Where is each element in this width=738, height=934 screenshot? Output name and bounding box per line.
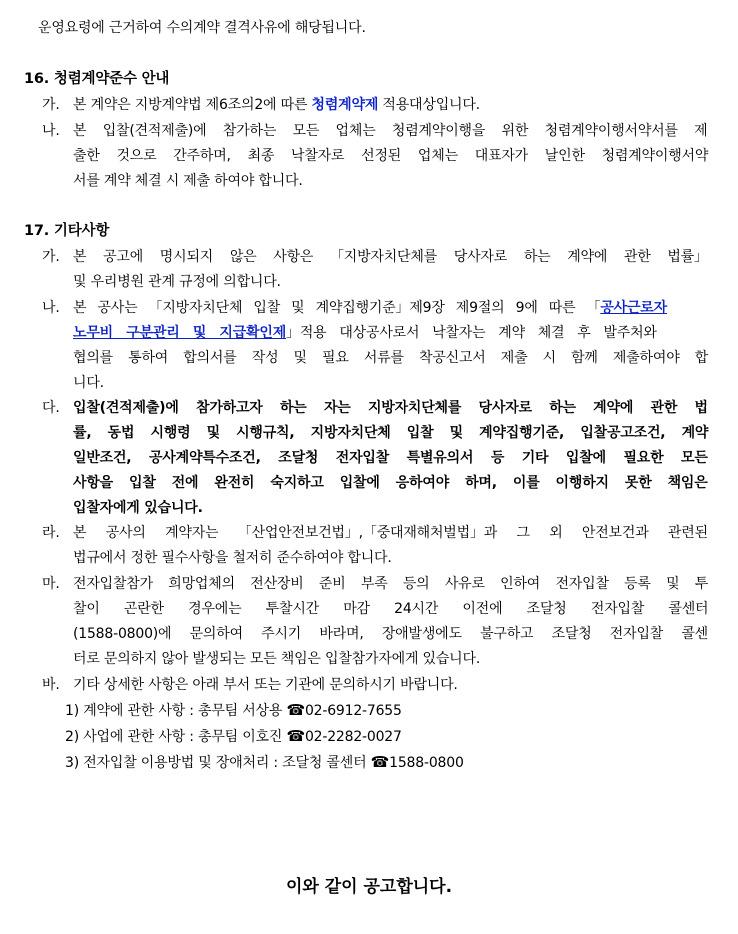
s17-ba-line-1: 기타 상세한 사항은 아래 부서 또는 기관에 문의하시기 바랍니다. (73, 677, 458, 693)
s17-na-line-4: 니다. (73, 375, 104, 391)
s17-na-line-3: 협의를 통하여 합의서를 작성 및 필요 서류를 착공신고서 제출 시 함께 제출하여야 합 (73, 350, 709, 366)
s17-na-l2-highlight: 노무비 구분관리 및 지급확인제 (73, 325, 287, 341)
s16-ga-text (73, 96, 480, 114)
s16-na-line-2: 출한 것으로 간주하며, 최종 낙찰자로 선정된 업체는 대표자가 날인한 청렴계약이행서약 (73, 148, 709, 164)
contact-row (65, 727, 402, 746)
s17-da-marker: 다. (42, 400, 60, 416)
s16-na-line-3: 서를 계약 체결 시 제출 하여야 합니다. (73, 173, 303, 189)
contact-phone: 02-6912-7655 (304, 703, 402, 719)
s16-ga-highlight: 청렴계약제 (311, 97, 379, 113)
s17-ma-line-4: 터로 문의하지 않아 발생되는 모든 책임은 입찰참가자에게 있습니다. (73, 651, 481, 667)
s17-na-l1-highlight: 공사근로자 (600, 300, 667, 316)
s17-na-line-1 (73, 299, 667, 317)
closing-statement: 이와 같이 공고합니다. (285, 877, 453, 897)
contact-row (65, 753, 464, 772)
s17-da-line-1: 입찰(견적제출)에 참가하고자 하는 자는 지방자치단체를 당사자로 하는 계약에 관한 법 (73, 400, 708, 416)
s16-na-line-1: 본 입찰(견적제출)에 참가하는 모든 업체는 청렴계약이행을 위한 청렴계약이행서약서를 제 (73, 123, 708, 139)
s17-ma-line-3: (1588-0800)에 문의하여 주시기 바라며, 장애발생에도 불구하고 조달청 전자입찰 콜센 (73, 626, 709, 642)
s17-da-line-2: 률, 동법 시행령 및 시행규칙, 지방자치단체 입찰 및 계약집행기준, 입찰공고조건, 계약 (73, 425, 709, 441)
s17-ga-line-1: 본 공고에 명시되지 않은 사항은 「지방자치단체를 당사자로 하는 계약에 관한 법률」 (73, 249, 708, 265)
s16-ga-post: 적용대상입니다. (378, 97, 480, 113)
s17-ma-line-2: 찰이 곤란한 경우에는 투찰시간 마감 24시간 이전에 조달청 전자입찰 콜센터 (73, 601, 709, 617)
s17-ma-marker: 마. (42, 576, 60, 592)
contact-label: 1) 계약에 관한 사항 : 총무팀 서상용 (65, 703, 287, 719)
s17-ga-marker: 가. (42, 249, 60, 265)
s17-da-line-5: 입찰자에게 있습니다. (73, 500, 203, 516)
s17-da-line-4: 사항을 입찰 전에 완전히 숙지하고 입찰에 응하여야 하며, 이를 이행하지 못한 책임은 (73, 475, 708, 491)
contact-label: 3) 전자입찰 이용방법 및 장애처리 : 조달청 콜센터 (65, 755, 371, 771)
contact-phone: 02-2282-0027 (304, 729, 402, 745)
s17-na-line-2 (73, 324, 657, 342)
s16-ga-marker: 가. (42, 97, 60, 113)
s17-na-l2-post: 」적용 대상공사로서 낙찰자는 계약 체결 후 발주처와 (286, 325, 657, 341)
intro-line: 운영요령에 근거하여 수의계약 결격사유에 해당됩니다. (38, 20, 366, 36)
phone-icon: ☎ (286, 727, 305, 745)
s17-ra-line-2: 법규에서 정한 필수사항을 철저히 준수하여야 합니다. (73, 550, 392, 566)
s17-ga-line-2: 및 우리병원 관계 규정에 의합니다. (73, 274, 281, 290)
s17-ra-marker: 라. (42, 525, 60, 541)
s17-ba-marker: 바. (42, 677, 60, 693)
phone-icon: ☎ (286, 701, 305, 719)
contact-phone: 1588-0800 (389, 755, 464, 771)
s17-na-marker: 나. (42, 300, 60, 316)
section-17-heading: 17. 기타사항 (24, 223, 110, 239)
s16-na-marker: 나. (42, 123, 60, 139)
s17-ra-line-1: 본 공사의 계약자는 「산업안전보건법」,「중대재해처벌법」과 그 외 안전보건과 관련된 (73, 525, 708, 541)
contact-label: 2) 사업에 관한 사항 : 총무팀 이호진 (65, 729, 287, 745)
s16-ga-pre: 본 계약은 지방계약법 제6조의2에 따른 (73, 97, 312, 113)
section-16-heading: 16. 청렴계약준수 안내 (24, 71, 170, 87)
contact-row (65, 701, 402, 720)
phone-icon: ☎ (370, 753, 390, 771)
s17-ma-line-1: 전자입찰참가 희망업체의 전산장비 준비 부족 등의 사유로 인하여 전자입찰 등록 및 투 (73, 576, 709, 592)
s17-na-l1-pre: 본 공사는 「지방자치단체 입찰 및 계약집행기준」제9장 제9절의 9에 따른 「 (73, 300, 601, 316)
s17-da-line-3: 일반조건, 공사계약특수조건, 조달청 전자입찰 특별유의서 등 기타 입찰에 필요한 모든 (73, 450, 708, 466)
